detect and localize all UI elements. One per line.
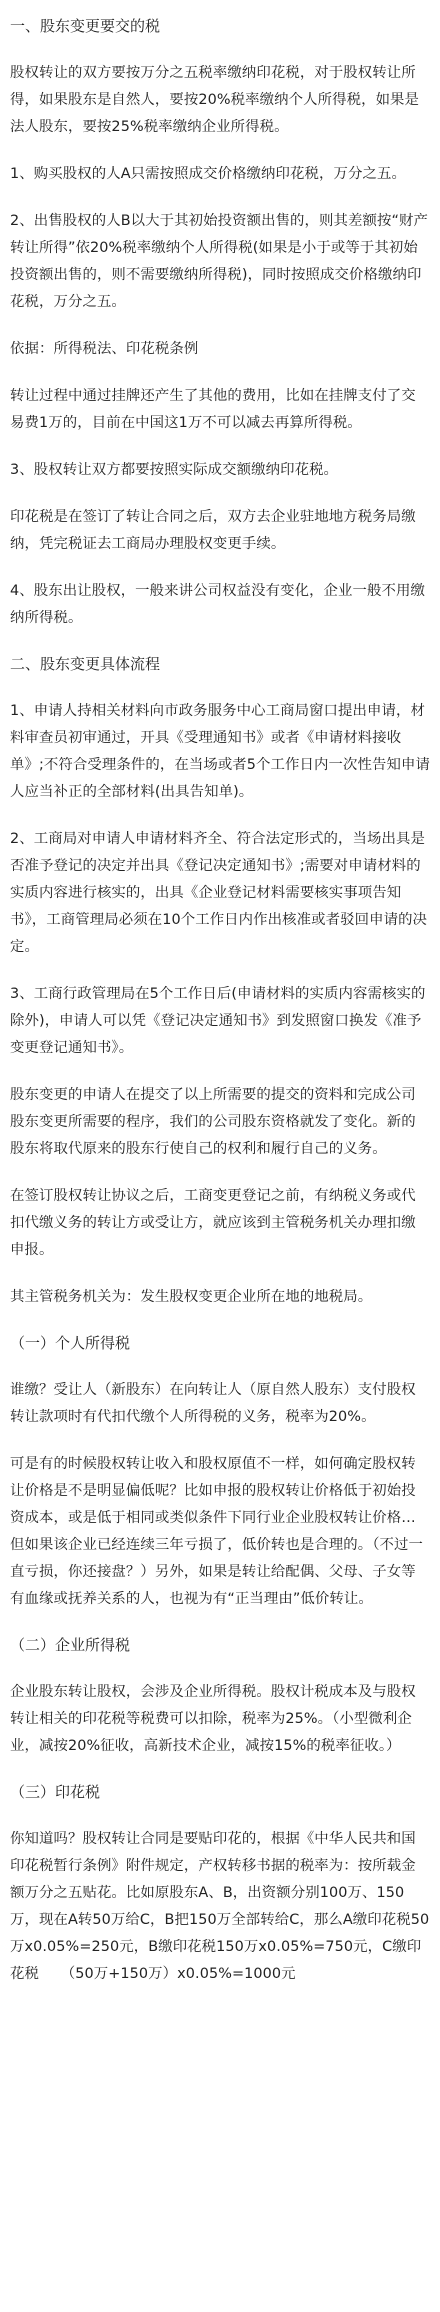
- subheading-personal-income-tax: （一）个人所得税: [10, 1334, 131, 1352]
- paragraph: 你知道吗？股权转让合同是要贴印花的，根据《中华人民共和国印花税暂行条例》附件规定，产权转移书据的税率为：按所载金额万分之五贴花。比如原股东A、B，出资额分别100万、150万，现在A转50万给C，B把150万全部转给C，那么A缴印花税50万x0.05%=250元，B缴印花税150万x0.05%=750元，C缴印花税 （50万+150万）x0.05%=1000元: [10, 1831, 430, 1982]
- paragraph: 3、股权转让双方都要按照实际成交额缴纳印花税。: [10, 462, 339, 478]
- subheading-corporate-income-tax: （二）企业所得税: [10, 1636, 131, 1654]
- paragraph: 转让过程中通过挂牌还产生了其他的费用，比如在挂牌支付了交易费1万的，目前在中国这1万不可以减去再算所得税。: [10, 388, 416, 431]
- subheading-stamp-tax: （三）印花税: [10, 1783, 101, 1801]
- paragraph: 其主管税务机关为：发生股权变更企业所在地的地税局。: [10, 1289, 373, 1305]
- paragraph: 3、工商行政管理局在5个工作日后(申请材料的实质内容需核实的除外)，申请人可以凭《登记决定通知书》到发照窗口换发《准予变更登记通知书》。: [10, 986, 426, 1056]
- paragraph: 依据：所得税法、印花税条例: [10, 341, 199, 357]
- paragraph: 股东变更的申请人在提交了以上所需要的提交的资料和完成公司股东变更所需要的程序，我们的公司股东资格就发了变化。新的股东将取代原来的股东行使自己的权利和履行自己的义务。: [10, 1087, 416, 1157]
- paragraph: 2、出售股权的人B以大于其初始投资额出售的，则其差额按“财产转让所得”依20%税率缴纳个人所得税(如果是小于或等于其初始投资额出售的，则不需要缴纳所得税)，同时按照成交价格缴纳印花税，万分之五。: [10, 213, 429, 310]
- paragraph: 2、工商局对申请人申请材料齐全、符合法定形式的，当场出具是否准予登记的决定并出具《登记决定通知书》;需要对申请材料的实质内容进行核实的，出具《企业登记材料需要核实事项告知书》，工商管理局必须在10个工作日内作出核准或者驳回申请的决定。: [10, 831, 428, 955]
- paragraph: 谁缴？受让人（新股东）在向转让人（原自然人股东）支付股权转让款项时有代扣代缴个人所得税的义务，税率为20%。: [10, 1382, 416, 1425]
- paragraph: 可是有的时候股权转让收入和股权原值不一样，如何确定股权转让价格是不是明显偏低呢？比如申报的股权转让价格低于初始投资成本，或是低于相同或类似条件下同行业企业股权转让价格…但如果该企业已经连续三年亏损了，低价转也是合理的。（不过一直亏损，你还接盘？）另外，如果是转让给配偶、父母、子女等有血缘或抚养关系的人，也视为有“正当理由”低价转让。: [10, 1456, 424, 1607]
- paragraph: 企业股东转让股权，会涉及企业所得税。股权计税成本及与股权转让相关的印花税等税费可以扣除，税率为25%。（小型微利企业，减按20%征收，高新技术企业，减按15%的税率征收。）: [10, 1684, 416, 1754]
- section-title-taxes: 一、股东变更要交的税: [10, 17, 161, 35]
- paragraph: 印花税是在签订了转让合同之后，双方去企业驻地地方税务局缴纳，凭完税证去工商局办理股权变更手续。: [10, 509, 416, 552]
- paragraph: 股权转让的双方要按万分之五税率缴纳印花税，对于股权转让所得，如果股东是自然人，要按20%税率缴纳个人所得税，如果是法人股东，要按25%税率缴纳企业所得税。: [10, 65, 420, 135]
- paragraph: 在签订股权转让协议之后，工商变更登记之前，有纳税义务或代扣代缴义务的转让方或受让方，就应该到主管税务机关办理扣缴申报。: [10, 1188, 416, 1258]
- paragraph: 4、股东出让股权，一般来讲公司权益没有变化，企业一般不用缴纳所得税。: [10, 583, 425, 626]
- paragraph: 1、申请人持相关材料向市政务服务中心工商局窗口提出申请，材料审查员初审通过，开具《受理通知书》或者《申请材料接收单》;不符合受理条件的，在当场或者5个工作日内一次性告知申请人应当补正的全部材料(出具告知单)。: [10, 703, 430, 800]
- paragraph: 1、购买股权的人A只需按照成交价格缴纳印花税，万分之五。: [10, 166, 406, 182]
- section-title-process: 二、股东变更具体流程: [10, 655, 161, 673]
